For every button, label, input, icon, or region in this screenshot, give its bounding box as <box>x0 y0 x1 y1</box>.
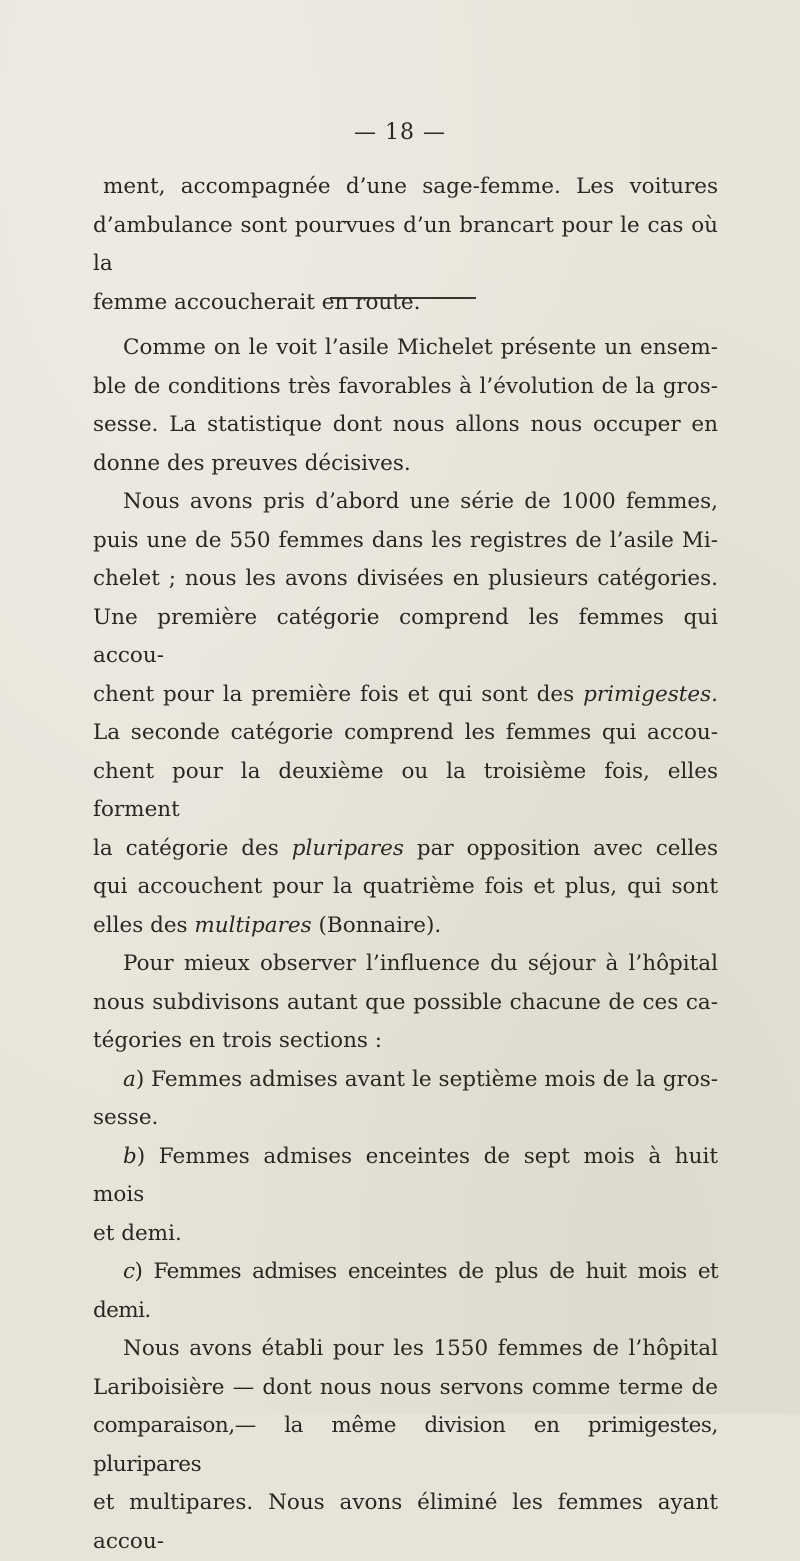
text-line: Une première catégorie comprend les femmes qui accou- <box>93 604 718 668</box>
text-line <box>93 1253 718 1330</box>
section-letter-a: a <box>123 1066 136 1092</box>
body-text <box>93 329 718 1561</box>
italic-term-multipares: multipares <box>194 912 312 938</box>
text-span: la catégorie des <box>93 835 292 861</box>
text-span: ) Femmes admises enceintes de sept mois à huit mois <box>93 1143 718 1207</box>
text-line: comparaison,— la même division en primigestes, pluripares <box>93 1413 718 1477</box>
text-line: sesse. La statistique dont nous allons nous occuper en <box>93 412 718 437</box>
text-span: chent pour la première fois et qui sont des <box>93 681 584 707</box>
text-span: (Bonnaire). <box>311 912 442 938</box>
text-line: donne des preuves décisives. <box>93 450 411 476</box>
text-line: Comme on le voit l’asile Michelet présente un ensem- <box>123 335 718 360</box>
text-line: et multipares. Nous avons éliminé les femmes ayant accou- <box>93 1490 718 1554</box>
text-line: sesse. <box>93 1105 159 1130</box>
text-line: d’ambulance sont pourvues d’un brancart pour le cas où la <box>93 212 718 276</box>
text-line: et demi. <box>93 1220 182 1246</box>
text-span: ) Femmes admises avant le septième mois de la gros- <box>135 1066 718 1092</box>
text-line: La seconde catégorie comprend les femmes qui accou- <box>93 720 718 745</box>
section-letter-b: b <box>123 1143 137 1169</box>
text-span: elles des <box>93 912 195 938</box>
text-line: tégories en trois sections : <box>93 1028 383 1053</box>
text-line <box>93 676 718 715</box>
text-line: Lariboisière — dont nous nous servons comme terme de <box>93 1374 718 1400</box>
section-letter-c: c <box>123 1259 135 1284</box>
text-line: Nous avons établi pour les 1550 femmes de l’hôpital <box>123 1336 718 1361</box>
text-line: femme accoucherait en route. <box>93 289 421 315</box>
page-number: — 18 — <box>354 120 446 145</box>
text-span: par opposition avec celles <box>403 835 718 861</box>
text-line: nous subdivisons autant que possible chacune de ces ca- <box>93 989 718 1015</box>
text-line <box>93 907 718 946</box>
text-line <box>93 830 718 869</box>
italic-term-primigestes: primigestes. <box>583 681 718 707</box>
text-line: ment, accompagnée d’une sage-femme. Les voitures <box>103 174 718 199</box>
text-line: chelet ; nous les avons divisées en plusieurs catégories. <box>93 566 718 591</box>
text-line: ble de conditions très favorables à l’évolution de la gros- <box>93 373 718 399</box>
italic-term-pluripares: pluripares <box>291 835 404 861</box>
section-divider <box>330 297 476 299</box>
text-line <box>93 1061 718 1100</box>
text-line: puis une de 550 femmes dans les registres de l’asile Mi- <box>93 527 718 553</box>
text-line: chent pour la deuxième ou la troisième fois, elles forment <box>93 758 718 822</box>
text-span: ) Femmes admises enceintes de plus de huit mois et demi. <box>93 1259 718 1323</box>
text-line: qui accouchent pour la quatrième fois et plus, qui sont <box>93 874 718 899</box>
text-line <box>93 1138 718 1215</box>
text-line: Nous avons pris d’abord une série de 1000 femmes, <box>123 489 718 514</box>
text-line: Pour mieux observer l’influence du séjour à l’hôpital <box>123 951 718 976</box>
